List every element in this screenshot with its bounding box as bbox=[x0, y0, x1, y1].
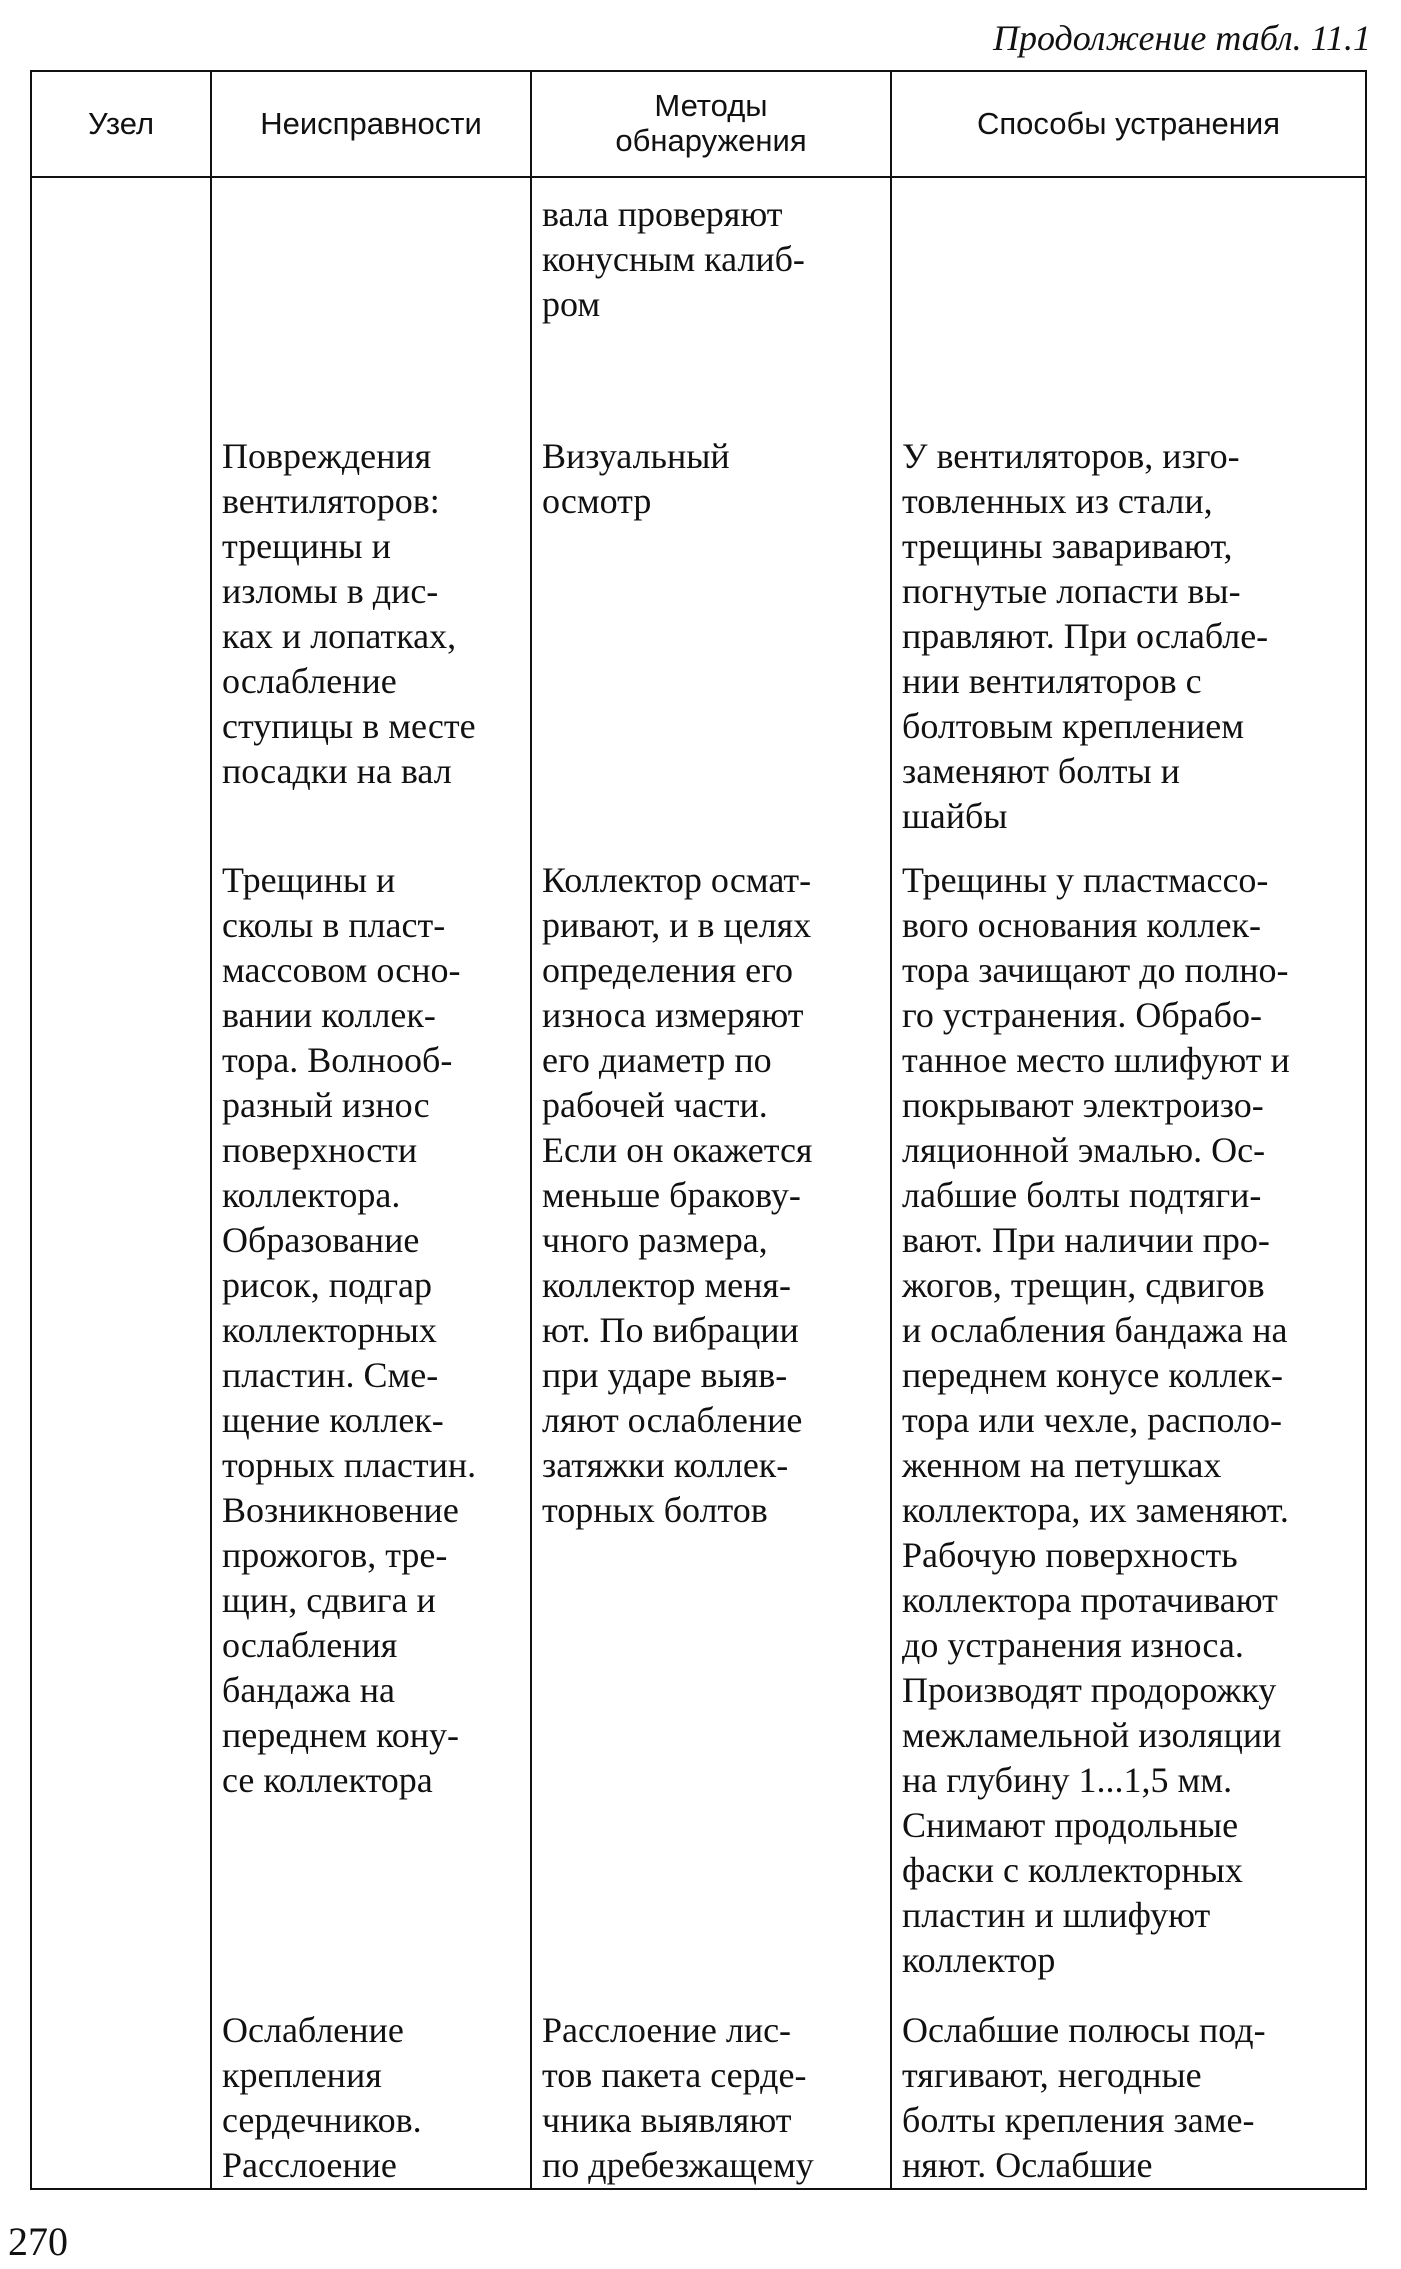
header-faults: Неисправности bbox=[211, 71, 531, 177]
cell-fix: У вентиляторов, изго- товленных из стали, трещины заваривают, погнутые лопасти вы- правляют. При ослабле- нии вентиляторов с болтовым креплением заменяют болты и шайбы bbox=[891, 434, 1366, 858]
cell-fault: Ослабление крепления сердечников. Расслоение bbox=[211, 2008, 531, 2189]
table-header bbox=[31, 71, 1366, 177]
cell-node bbox=[31, 2008, 211, 2189]
header-repair-methods: Способы устранения bbox=[891, 71, 1366, 177]
cell-method: Коллектор осмат- ривают, и в целях определения его износа измеряют его диаметр по рабочей части. Если он окажется меньше бракову- чного размера, коллектор меня- ют. По вибрации при ударе выяв- ляют ослабление затяжки коллек- торных болтов bbox=[531, 858, 891, 2008]
table-row bbox=[31, 177, 1366, 434]
header-row bbox=[31, 71, 1366, 177]
header-detection-methods: Методы обнаружения bbox=[531, 71, 891, 177]
cell-node bbox=[31, 177, 211, 434]
cell-method: Расслоение лис- тов пакета серде- чника выявляют по дребезжащему bbox=[531, 2008, 891, 2189]
table-row bbox=[31, 434, 1366, 858]
cell-fault bbox=[211, 177, 531, 434]
cell-node bbox=[31, 858, 211, 2008]
header-node: Узел bbox=[31, 71, 211, 177]
cell-node bbox=[31, 434, 211, 858]
cell-fix: Ослабшие полюсы под- тягивают, негодные болты крепления заме- няют. Ослабшие bbox=[891, 2008, 1366, 2189]
cell-method: вала проверяют конусным калиб- ром bbox=[531, 177, 891, 434]
cell-fault: Повреждения вентиляторов: трещины и изломы в дис- ках и лопатках, ослабление ступицы в месте посадки на вал bbox=[211, 434, 531, 858]
cell-method: Визуальный осмотр bbox=[531, 434, 891, 858]
table-continuation-caption: Продолжение табл. 11.1 bbox=[992, 18, 1371, 58]
faults-table bbox=[30, 70, 1367, 2190]
table-row bbox=[31, 2008, 1366, 2189]
page-number: 270 bbox=[8, 2219, 68, 2264]
cell-fault: Трещины и сколы в пласт- массовом осно- вании коллек- тора. Волнооб- разный износ поверхности коллектора. Образование рисок, подгар коллекторных пластин. Сме- щение коллек- торных пластин. Возникновение прожогов, тре- щин, сдвига и ослабления бандажа на переднем кону- се коллектора bbox=[211, 858, 531, 2008]
table-body bbox=[31, 177, 1366, 2189]
table-row bbox=[31, 858, 1366, 2008]
cell-fix bbox=[891, 177, 1366, 434]
cell-fix: Трещины у пластмассо- вого основания коллек- тора зачищают до полно- го устранения. Обрабо- танное место шлифуют и покрывают электроизо- ляционной эмалью. Ос- лабшие болты подтяги- вают. При наличии про- жогов, трещин, сдвигов и ослабления бандажа на переднем конусе коллек- тора или чехле, располо- женном на петушках коллектора, их заменяют. Рабочую поверхность коллектора протачивают до устранения износа. Производят продорожку межламельной изоляции на глубину 1...1,5 мм. Снимают продольные фаски с коллекторных пластин и шлифуют коллектор bbox=[891, 858, 1366, 2008]
